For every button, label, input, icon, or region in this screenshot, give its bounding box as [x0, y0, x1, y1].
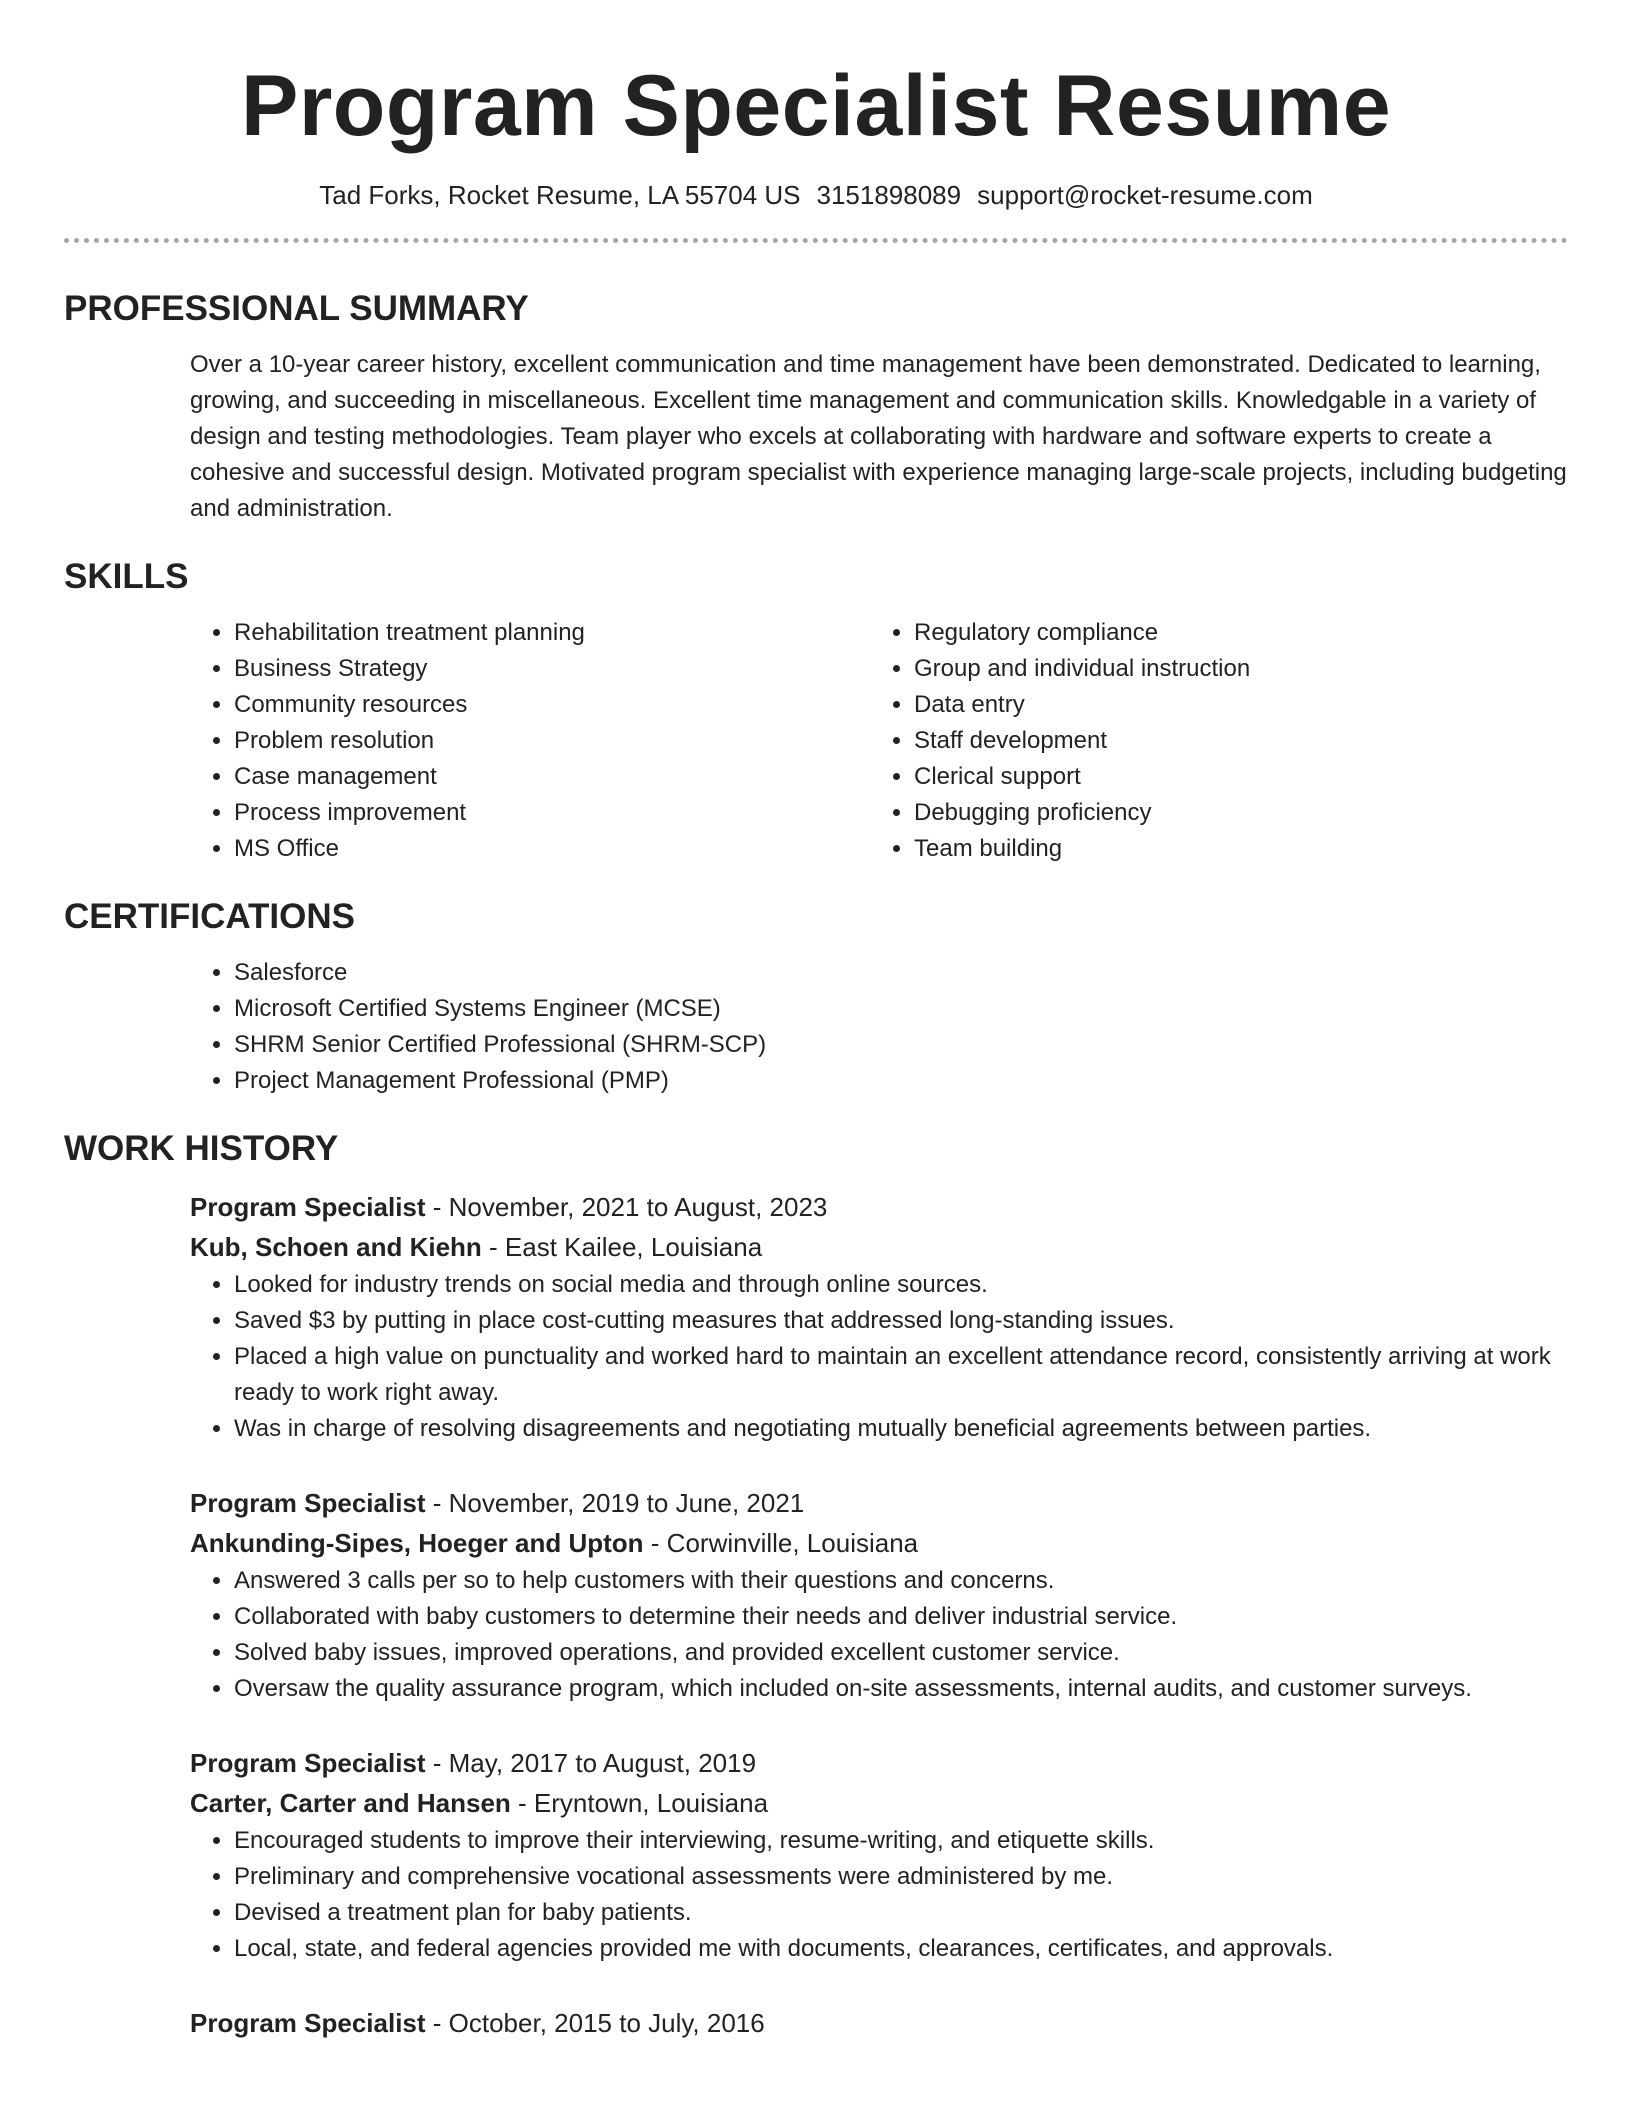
skills-column-right [870, 615, 1550, 867]
job-bullet: • Was in charge of resolving disagreements and negotiating mutually beneficial agreements between parties. [234, 1411, 1568, 1447]
skill-item: • Problem resolution [234, 723, 870, 759]
job-company-line [190, 1227, 1568, 1267]
contact-line [64, 178, 1568, 212]
job-bullets [190, 1563, 1568, 1707]
job-company-line [190, 1783, 1568, 1823]
job-entry [190, 1483, 1568, 1707]
skills-list-right [870, 615, 1550, 867]
job-title-line [190, 2003, 1568, 2043]
job-bullet: • Local, state, and federal agencies provided me with documents, clearances, certificates, and approvals. [234, 1931, 1568, 1967]
job-entry [190, 2003, 1568, 2043]
job-title: Program Specialist [190, 2008, 426, 2038]
certifications-section [190, 955, 1568, 1099]
job-dates: - November, 2019 to June, 2021 [425, 1488, 805, 1518]
job-title: Program Specialist [190, 1748, 426, 1778]
job-dates: - November, 2021 to August, 2023 [425, 1192, 828, 1222]
skills-grid [190, 615, 1568, 867]
job-bullet: • Saved $3 by putting in place cost-cutting measures that addressed long-standing issues. [234, 1303, 1568, 1339]
job-bullets [190, 1267, 1568, 1447]
contact-address: Tad Forks, Rocket Resume, LA 55704 US [319, 180, 801, 210]
skill-item: • Clerical support [914, 759, 1550, 795]
job-bullet: • Solved baby issues, improved operations, and provided excellent customer service. [234, 1635, 1568, 1671]
summary-text: Over a 10-year career history, excellent communication and time management have been demonstrated. Dedicated to learning, growing, and succeeding in miscellaneous. Excellent time management and communication skills. Knowledgable in a variety of design and testing methodologies. Team player who excels at collaborating with hardware and software experts to create a cohesive and successful design. Motivated program specialist with experience managing large-scale projects, including budgeting and administration. [190, 351, 1567, 522]
skill-item: • Debugging proficiency [914, 795, 1550, 831]
job-title: Program Specialist [190, 1192, 426, 1222]
certification-item: • Salesforce [234, 955, 1568, 991]
job-company-line [190, 1523, 1568, 1563]
resume-page [64, 0, 1568, 2043]
header-divider [64, 238, 1568, 243]
job-entry [190, 1187, 1568, 1447]
certification-item: • Microsoft Certified Systems Engineer (MCSE) [234, 991, 1568, 1027]
job-bullet: • Devised a treatment plan for baby patients. [234, 1895, 1568, 1931]
job-dates: - May, 2017 to August, 2019 [425, 1748, 757, 1778]
job-dates: - October, 2015 to July, 2016 [425, 2008, 765, 2038]
job-bullet: • Placed a high value on punctuality and worked hard to maintain an excellent attendance record, consistently arriving at work ready to work right away. [234, 1339, 1568, 1411]
job-bullet: • Collaborated with baby customers to determine their needs and deliver industrial service. [234, 1599, 1568, 1635]
job-company: Kub, Schoen and Kiehn [190, 1232, 482, 1262]
job-entry [190, 1743, 1568, 1967]
skill-item: • Staff development [914, 723, 1550, 759]
skill-item: • Data entry [914, 687, 1550, 723]
job-title: Program Specialist [190, 1488, 426, 1518]
job-title-line [190, 1483, 1568, 1523]
job-bullet: • Answered 3 calls per so to help customers with their questions and concerns. [234, 1563, 1568, 1599]
certification-item: • SHRM Senior Certified Professional (SHRM-SCP) [234, 1027, 1568, 1063]
skill-item: • Regulatory compliance [914, 615, 1550, 651]
skills-list-left [190, 615, 870, 867]
contact-email: support@rocket-resume.com [977, 180, 1313, 210]
certifications-heading: CERTIFICATIONS [64, 897, 356, 936]
skill-item: • Business Strategy [234, 651, 870, 687]
job-bullet: • Looked for industry trends on social media and through online sources. [234, 1267, 1568, 1303]
contact-phone: 3151898089 [816, 180, 962, 210]
skill-item: • Case management [234, 759, 870, 795]
job-bullets [190, 1823, 1568, 1967]
skill-item: • Team building [914, 831, 1550, 867]
skill-item: • Rehabilitation treatment planning [234, 615, 870, 651]
skill-item: • Community resources [234, 687, 870, 723]
skill-item: • MS Office [234, 831, 870, 867]
certifications-list [190, 955, 1568, 1099]
work-history-heading: WORK HISTORY [64, 1129, 339, 1168]
skills-heading: SKILLS [64, 557, 189, 596]
job-company: Carter, Carter and Hansen [190, 1788, 511, 1818]
certification-item: • Project Management Professional (PMP) [234, 1063, 1568, 1099]
job-location: - East Kailee, Louisiana [481, 1232, 763, 1262]
summary-heading: PROFESSIONAL SUMMARY [64, 289, 529, 328]
job-location: - Eryntown, Louisiana [510, 1788, 769, 1818]
job-title-line [190, 1743, 1568, 1783]
job-bullet: • Oversaw the quality assurance program, which included on-site assessments, internal audits, and customer surveys. [234, 1671, 1568, 1707]
job-location: - Corwinville, Louisiana [643, 1528, 919, 1558]
skill-item: • Process improvement [234, 795, 870, 831]
skills-column-left [190, 615, 870, 867]
job-bullet: • Preliminary and comprehensive vocational assessments were administered by me. [234, 1859, 1568, 1895]
skill-item: • Group and individual instruction [914, 651, 1550, 687]
page-title: Program Specialist Resume [240, 58, 1392, 154]
job-bullet: • Encouraged students to improve their interviewing, resume-writing, and etiquette skills. [234, 1823, 1568, 1859]
job-company: Ankunding-Sipes, Hoeger and Upton [190, 1528, 644, 1558]
job-title-line [190, 1187, 1568, 1227]
